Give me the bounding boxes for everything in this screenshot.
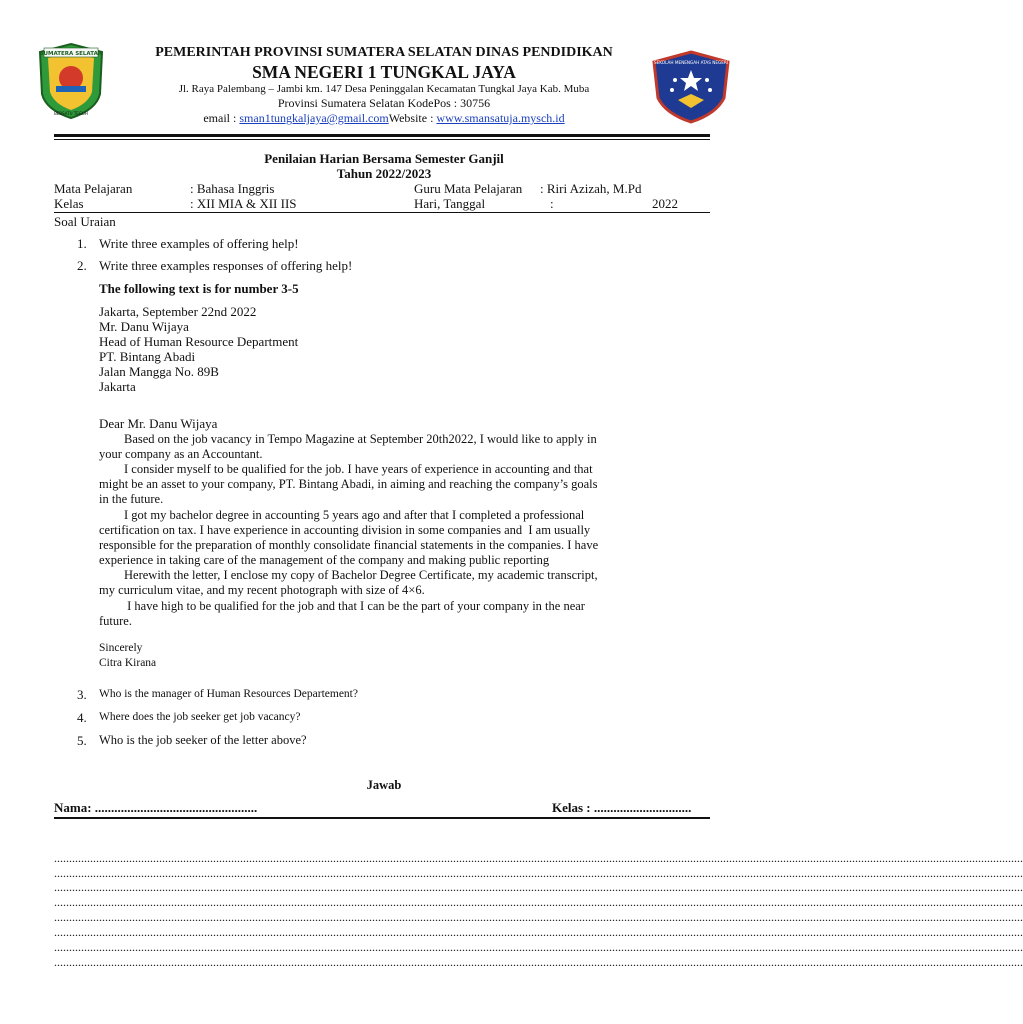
answer-class-field: Kelas : .............................. — [552, 800, 692, 815]
answer-dotted-line: ................................................................................................................................................................................................................................................................................................................................... — [54, 910, 1023, 924]
letter-city: Jakarta — [99, 379, 136, 394]
logo-left-caption: SUMATERA SELATAN — [39, 51, 103, 57]
question-text: Who is the job seeker of the letter above? — [99, 733, 307, 747]
school-address: Jl. Raya Palembang – Jambi km. 147 Desa Peninggalan Kecamatan Tungkal Jaya Kab. Muba — [178, 83, 590, 95]
school-province: Provinsi Sumatera Selatan KodePos : 30756 — [277, 96, 491, 110]
question-text: Write three examples responses of offering help! — [99, 258, 353, 273]
letter-closing: Sincerely — [99, 642, 143, 654]
letter-date: Jakarta, September 22nd 2022 — [99, 304, 257, 319]
question-number: 3. — [77, 687, 87, 702]
info-divider — [54, 212, 710, 213]
question-text: Where does the job seeker get job vacancy? — [99, 711, 301, 723]
question-number: 2. — [77, 258, 87, 273]
letter-company: PT. Bintang Abadi — [99, 349, 196, 364]
question-number: 5. — [77, 733, 87, 748]
answer-divider — [54, 817, 710, 819]
question-number: 1. — [77, 236, 87, 251]
logo-left-motto: BERSATU TEGUH — [54, 111, 88, 116]
date-colon: : — [550, 196, 554, 211]
letter-body-line: future. — [99, 614, 132, 628]
class-label: Kelas — [54, 196, 84, 211]
passage-heading: The following text is for number 3-5 — [99, 281, 299, 296]
answer-dotted-line: ................................................................................................................................................................................................................................................................................................................................... — [54, 851, 1023, 865]
class-value: : XII MIA & XII IIS — [190, 196, 297, 211]
website-link[interactable]: www.smansatuja.mysch.id — [436, 111, 565, 125]
letter-body-line: Based on the job vacancy in Tempo Magazine at September 20th2022, I would like to apply in — [99, 432, 597, 446]
letter-body-line: I have high to be qualified for the job and that I can be the part of your company in the near — [99, 599, 585, 613]
header-divider-thick — [54, 134, 710, 137]
letter-body-line: my curriculum vitae, and my recent photograph with size of 4×6. — [99, 583, 425, 597]
letter-salutation: Dear Mr. Danu Wijaya — [99, 416, 218, 431]
letter-body-line: might be an asset to your company, PT. Bintang Abadi, in aiming and reaching the company’s goals — [99, 477, 598, 491]
letter-street: Jalan Mangga No. 89B — [99, 364, 219, 379]
header-divider-thin — [54, 139, 710, 140]
answer-dotted-line: ................................................................................................................................................................................................................................................................................................................................... — [54, 895, 1023, 909]
answer-dotted-line: ................................................................................................................................................................................................................................................................................................................................... — [54, 955, 1023, 969]
exam-year: Tahun 2022/2023 — [336, 166, 432, 181]
question-text: Who is the manager of Human Resources Departement? — [99, 688, 358, 700]
letter-body-line: in the future. — [99, 492, 164, 506]
date-label: Hari, Tanggal — [414, 196, 486, 211]
school-contact — [110, 111, 658, 126]
teacher-label: Guru Mata Pelajaran — [414, 181, 523, 196]
letter-body-line: I consider myself to be qualified for the job. I have years of experience in accounting and that — [99, 462, 593, 476]
answer-dotted-line: ................................................................................................................................................................................................................................................................................................................................... — [54, 880, 1023, 894]
government-header: PEMERINTAH PROVINSI SUMATERA SELATAN DINAS PENDIDIKAN — [155, 45, 613, 60]
teacher-value: : Riri Azizah, M.Pd — [540, 181, 642, 196]
date-value: 2022 — [652, 196, 678, 211]
letter-body-line: experience in taking care of the management of the company and making public reporting — [99, 553, 550, 567]
letter-recipient: Mr. Danu Wijaya — [99, 319, 189, 334]
letter-body-line: your company as an Accountant. — [99, 447, 263, 461]
letter-body-line: Herewith the letter, I enclose my copy of Bachelor Degree Certificate, my academic transcript, — [99, 568, 598, 582]
answer-name-field: Nama: .................................................. — [54, 800, 258, 815]
province-emblem-logo — [36, 42, 106, 120]
letter-recipient-title: Head of Human Resource Department — [99, 334, 299, 349]
school-name: SMA NEGERI 1 TUNGKAL JAYA — [252, 62, 516, 82]
answer-dotted-line: ................................................................................................................................................................................................................................................................................................................................... — [54, 925, 1023, 939]
question-number: 4. — [77, 710, 87, 725]
letter-body-line: I got my bachelor degree in accounting 5 years ago and after that I completed a professional — [99, 508, 585, 522]
answer-dotted-line: ................................................................................................................................................................................................................................................................................................................................... — [54, 940, 1023, 954]
logo-right-caption: SEKOLAH MENENGAH ATAS NEGERI — [653, 60, 729, 65]
subject-label: Mata Pelajaran — [54, 181, 133, 196]
website-prefix: Website : — [388, 111, 437, 125]
email-link[interactable]: sman1tungkaljaya@gmail.com — [239, 111, 389, 125]
section-label: Soal Uraian — [54, 214, 116, 229]
answer-title: Jawab — [366, 778, 402, 792]
question-text: Write three examples of offering help! — [99, 236, 299, 251]
letter-body-line: certification on tax. I have experience in accounting division in some companies and I am usually — [99, 523, 591, 537]
school-emblem-logo — [650, 50, 732, 124]
answer-dotted-line: ................................................................................................................................................................................................................................................................................................................................... — [54, 866, 1023, 880]
letter-body-line: responsible for the preparation of monthly consolidate financial statements in the companies. I have — [99, 538, 599, 552]
exam-title: Penilaian Harian Bersama Semester Ganjil — [264, 151, 504, 166]
email-prefix: email : — [203, 111, 240, 125]
subject-value: : Bahasa Inggris — [190, 181, 275, 196]
letter-signature: Citra Kirana — [99, 657, 157, 669]
